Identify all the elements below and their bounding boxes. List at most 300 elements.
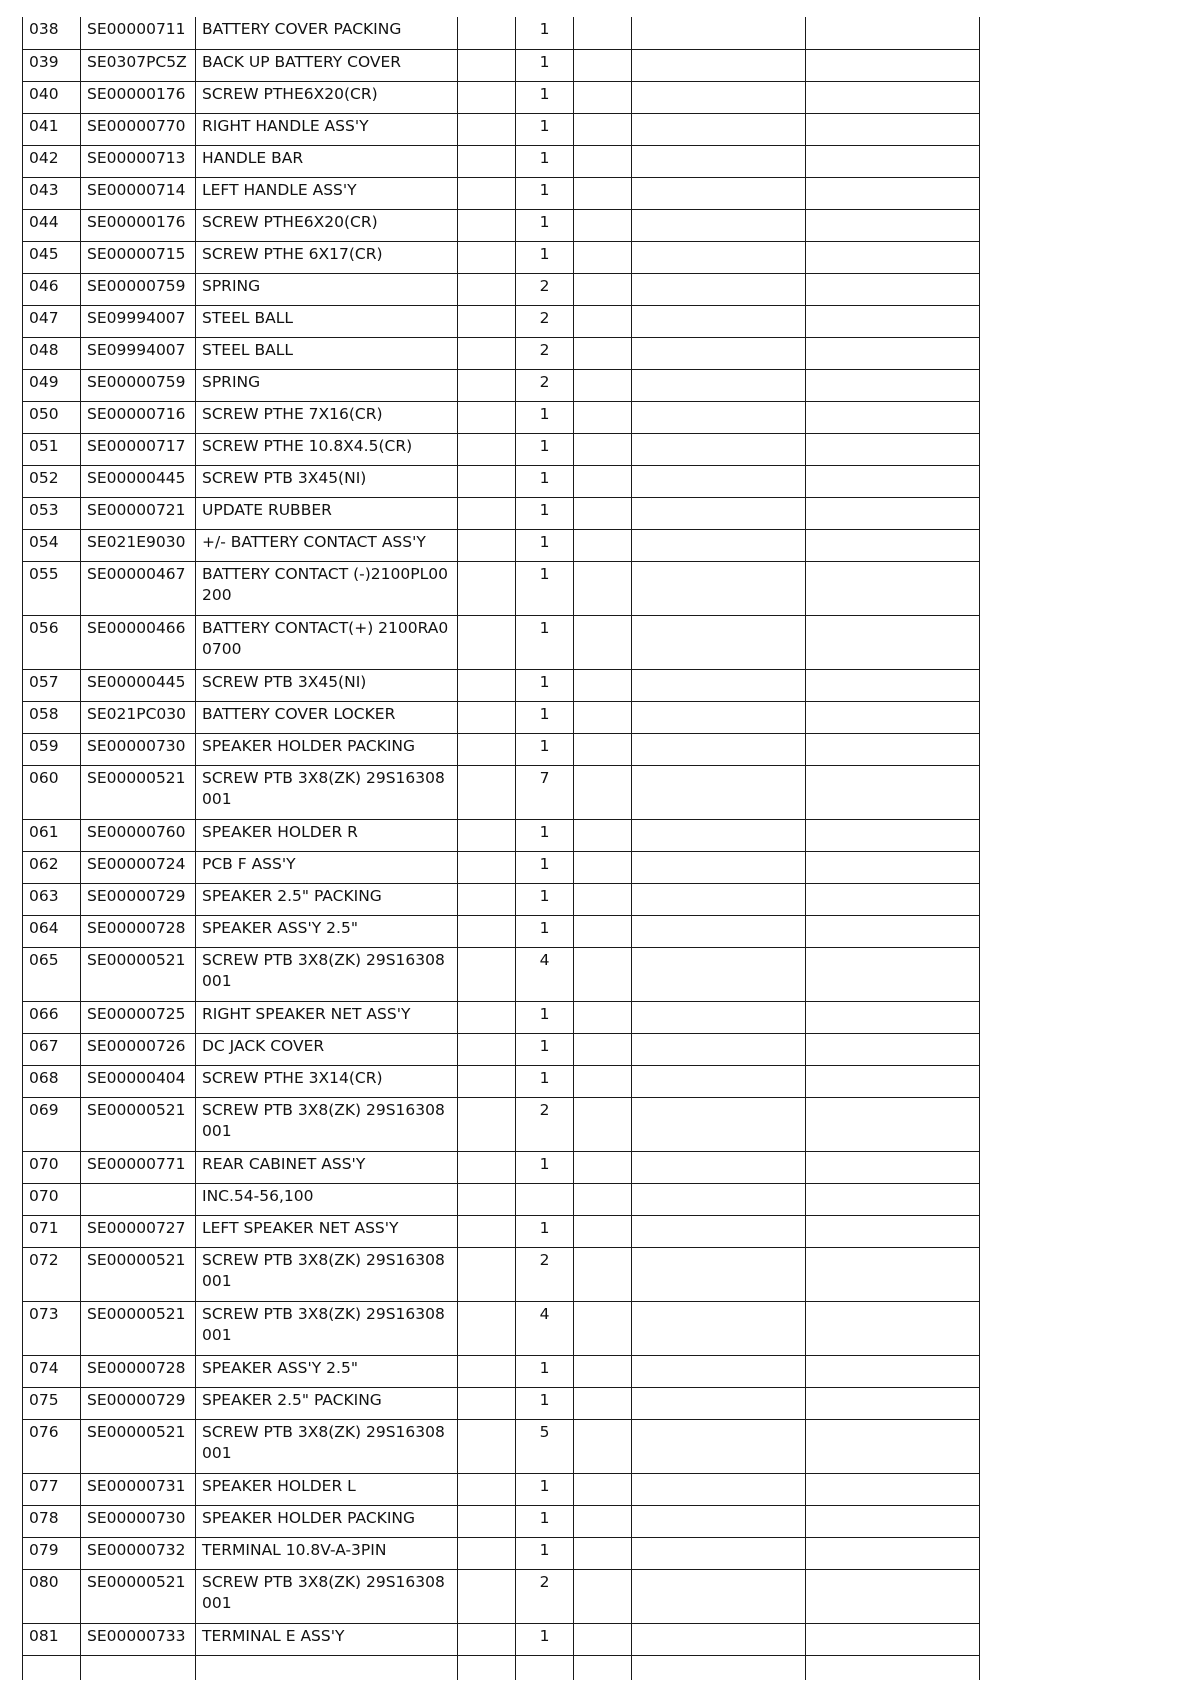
blank-cell: [632, 851, 806, 883]
blank-cell: [632, 883, 806, 915]
quantity-cell: 1: [516, 81, 574, 113]
blank-cell: [806, 433, 980, 465]
part-number-cell: SE00000404: [81, 1065, 196, 1097]
blank-cell: [458, 669, 516, 701]
table-row: [23, 1623, 980, 1655]
blank-cell: [632, 1097, 806, 1151]
blank-cell: [458, 615, 516, 669]
item-number-cell: 047: [23, 305, 81, 337]
quantity-cell: 1: [516, 1001, 574, 1033]
item-number-cell: 059: [23, 733, 81, 765]
blank-cell: [458, 1569, 516, 1623]
blank-cell: [632, 765, 806, 819]
item-number-cell: 052: [23, 465, 81, 497]
blank-cell: [574, 17, 632, 49]
blank-cell: [806, 1355, 980, 1387]
item-number-cell: 067: [23, 1033, 81, 1065]
table-row: [23, 113, 980, 145]
part-number-cell: SE00000731: [81, 1473, 196, 1505]
item-number-cell: 048: [23, 337, 81, 369]
blank-cell: [516, 1655, 574, 1680]
table-row: [23, 17, 980, 49]
blank-cell: [458, 561, 516, 615]
part-number-cell: SE00000726: [81, 1033, 196, 1065]
blank-cell: [806, 765, 980, 819]
item-number-cell: 063: [23, 883, 81, 915]
description-cell: INC.54-56,100: [196, 1183, 458, 1215]
blank-cell: [458, 733, 516, 765]
item-number-cell: 066: [23, 1001, 81, 1033]
item-number-cell: 078: [23, 1505, 81, 1537]
blank-cell: [806, 1655, 980, 1680]
blank-cell: [806, 465, 980, 497]
quantity-cell: 1: [516, 177, 574, 209]
blank-cell: [458, 177, 516, 209]
blank-cell: [574, 1387, 632, 1419]
description-cell: RIGHT SPEAKER NET ASS'Y: [196, 1001, 458, 1033]
quantity-cell: 1: [516, 1151, 574, 1183]
blank-cell: [806, 883, 980, 915]
blank-cell: [806, 1001, 980, 1033]
item-number-cell: 081: [23, 1623, 81, 1655]
blank-cell: [632, 669, 806, 701]
description-cell: UPDATE RUBBER: [196, 497, 458, 529]
blank-cell: [574, 947, 632, 1001]
blank-cell: [632, 337, 806, 369]
blank-cell: [632, 1419, 806, 1473]
table-row: [23, 369, 980, 401]
quantity-cell: 2: [516, 273, 574, 305]
part-number-cell: SE00000714: [81, 177, 196, 209]
quantity-cell: 2: [516, 337, 574, 369]
blank-cell: [632, 1537, 806, 1569]
part-number-cell: SE00000728: [81, 915, 196, 947]
blank-cell: [458, 851, 516, 883]
table-row: [23, 1505, 980, 1537]
blank-cell: [806, 49, 980, 81]
blank-cell: [458, 1151, 516, 1183]
table-row: [23, 1387, 980, 1419]
item-number-cell: 044: [23, 209, 81, 241]
description-cell: LEFT SPEAKER NET ASS'Y: [196, 1215, 458, 1247]
blank-cell: [632, 819, 806, 851]
item-number-cell: 039: [23, 49, 81, 81]
item-number-cell: 054: [23, 529, 81, 561]
blank-cell: [458, 1183, 516, 1215]
table-row-cutoff: [23, 1655, 980, 1680]
table-row: [23, 81, 980, 113]
blank-cell: [574, 49, 632, 81]
table-row: [23, 819, 980, 851]
table-row: [23, 1001, 980, 1033]
blank-cell: [574, 1065, 632, 1097]
blank-cell: [458, 1215, 516, 1247]
blank-cell: [806, 497, 980, 529]
table-row: [23, 1473, 980, 1505]
blank-cell: [458, 433, 516, 465]
part-number-cell: SE021E9030: [81, 529, 196, 561]
part-number-cell: SE00000733: [81, 1623, 196, 1655]
blank-cell: [806, 1505, 980, 1537]
blank-cell: [806, 1215, 980, 1247]
quantity-cell: 1: [516, 1033, 574, 1065]
blank-cell: [632, 1623, 806, 1655]
blank-cell: [632, 17, 806, 49]
blank-cell: [632, 1065, 806, 1097]
description-cell: BACK UP BATTERY COVER: [196, 49, 458, 81]
blank-cell: [574, 1537, 632, 1569]
blank-cell: [806, 209, 980, 241]
description-cell: TERMINAL E ASS'Y: [196, 1623, 458, 1655]
table-row: [23, 947, 980, 1001]
quantity-cell: 2: [516, 1247, 574, 1301]
blank-cell: [574, 733, 632, 765]
description-cell: SCREW PTHE 10.8X4.5(CR): [196, 433, 458, 465]
blank-cell: [458, 209, 516, 241]
quantity-cell: 1: [516, 851, 574, 883]
blank-cell: [458, 1623, 516, 1655]
quantity-cell: 1: [516, 241, 574, 273]
quantity-cell: 1: [516, 915, 574, 947]
quantity-cell: 1: [516, 529, 574, 561]
blank-cell: [574, 1183, 632, 1215]
description-cell: SCREW PTB 3X8(ZK) 29S16308001: [196, 947, 458, 1001]
blank-cell: [458, 1033, 516, 1065]
table-row: [23, 273, 980, 305]
blank-cell: [806, 241, 980, 273]
blank-cell: [574, 1215, 632, 1247]
blank-cell: [574, 209, 632, 241]
blank-cell: [458, 915, 516, 947]
part-number-cell: SE00000176: [81, 209, 196, 241]
item-number-cell: 045: [23, 241, 81, 273]
blank-cell: [574, 1097, 632, 1151]
part-number-cell: SE00000467: [81, 561, 196, 615]
quantity-cell: 1: [516, 819, 574, 851]
item-number-cell: 051: [23, 433, 81, 465]
part-number-cell: SE00000176: [81, 81, 196, 113]
blank-cell: [806, 529, 980, 561]
quantity-cell: 7: [516, 765, 574, 819]
blank-cell: [574, 113, 632, 145]
blank-cell: [806, 1537, 980, 1569]
description-cell: SPRING: [196, 369, 458, 401]
part-number-cell: SE00000729: [81, 1387, 196, 1419]
blank-cell: [574, 819, 632, 851]
table-row: [23, 49, 980, 81]
blank-cell: [574, 701, 632, 733]
blank-cell: [574, 1623, 632, 1655]
table-row: [23, 765, 980, 819]
blank-cell: [458, 273, 516, 305]
description-cell: BATTERY CONTACT(+) 2100RA00700: [196, 615, 458, 669]
description-cell: LEFT HANDLE ASS'Y: [196, 177, 458, 209]
table-row: [23, 733, 980, 765]
table-row: [23, 1537, 980, 1569]
blank-cell: [632, 915, 806, 947]
part-number-cell: SE00000771: [81, 1151, 196, 1183]
blank-cell: [574, 241, 632, 273]
table-row: [23, 851, 980, 883]
table-row: [23, 1151, 980, 1183]
description-cell: SCREW PTB 3X8(ZK) 29S16308001: [196, 1301, 458, 1355]
parts-list-body: [23, 17, 980, 1680]
blank-cell: [458, 1419, 516, 1473]
blank-cell: [81, 1655, 196, 1680]
quantity-cell: 1: [516, 1215, 574, 1247]
blank-cell: [806, 915, 980, 947]
table-row: [23, 1065, 980, 1097]
table-row: [23, 241, 980, 273]
blank-cell: [632, 81, 806, 113]
part-number-cell: SE00000521: [81, 1419, 196, 1473]
quantity-cell: 1: [516, 1387, 574, 1419]
item-number-cell: 060: [23, 765, 81, 819]
item-number-cell: 053: [23, 497, 81, 529]
blank-cell: [574, 369, 632, 401]
description-cell: SCREW PTB 3X8(ZK) 29S16308001: [196, 1569, 458, 1623]
blank-cell: [574, 1569, 632, 1623]
blank-cell: [458, 947, 516, 1001]
item-number-cell: 058: [23, 701, 81, 733]
table-row: [23, 145, 980, 177]
blank-cell: [458, 465, 516, 497]
item-number-cell: 061: [23, 819, 81, 851]
blank-cell: [574, 1473, 632, 1505]
parts-list-table: [22, 17, 980, 1680]
part-number-cell: SE00000713: [81, 145, 196, 177]
blank-cell: [806, 113, 980, 145]
blank-cell: [806, 819, 980, 851]
blank-cell: [632, 1301, 806, 1355]
table-row: [23, 915, 980, 947]
blank-cell: [806, 1247, 980, 1301]
item-number-cell: 080: [23, 1569, 81, 1623]
blank-cell: [632, 305, 806, 337]
part-number-cell: SE0307PC5Z: [81, 49, 196, 81]
quantity-cell: 2: [516, 305, 574, 337]
blank-cell: [806, 733, 980, 765]
item-number-cell: 043: [23, 177, 81, 209]
blank-cell: [574, 529, 632, 561]
table-row: [23, 883, 980, 915]
blank-cell: [458, 1655, 516, 1680]
part-number-cell: SE021PC030: [81, 701, 196, 733]
blank-cell: [458, 81, 516, 113]
blank-cell: [632, 177, 806, 209]
blank-cell: [632, 465, 806, 497]
blank-cell: [632, 113, 806, 145]
quantity-cell: 1: [516, 1537, 574, 1569]
quantity-cell: 1: [516, 1473, 574, 1505]
blank-cell: [574, 851, 632, 883]
part-number-cell: SE00000521: [81, 1247, 196, 1301]
blank-cell: [574, 915, 632, 947]
item-number-cell: 040: [23, 81, 81, 113]
table-row: [23, 1183, 980, 1215]
blank-cell: [632, 433, 806, 465]
blank-cell: [574, 1301, 632, 1355]
item-number-cell: 056: [23, 615, 81, 669]
quantity-cell: 1: [516, 1065, 574, 1097]
quantity-cell: 2: [516, 1097, 574, 1151]
blank-cell: [806, 337, 980, 369]
description-cell: PCB F ASS'Y: [196, 851, 458, 883]
item-number-cell: 041: [23, 113, 81, 145]
blank-cell: [806, 669, 980, 701]
part-number-cell: SE00000521: [81, 1301, 196, 1355]
blank-cell: [574, 1419, 632, 1473]
blank-cell: [632, 615, 806, 669]
blank-cell: [806, 615, 980, 669]
part-number-cell: SE00000521: [81, 765, 196, 819]
description-cell: SCREW PTHE6X20(CR): [196, 81, 458, 113]
quantity-cell: 1: [516, 433, 574, 465]
blank-cell: [632, 1473, 806, 1505]
blank-cell: [458, 1065, 516, 1097]
description-cell: STEEL BALL: [196, 337, 458, 369]
blank-cell: [806, 81, 980, 113]
table-row: [23, 1301, 980, 1355]
blank-cell: [458, 1301, 516, 1355]
blank-cell: [574, 1151, 632, 1183]
part-number-cell: SE00000445: [81, 465, 196, 497]
blank-cell: [458, 241, 516, 273]
part-number-cell: SE00000728: [81, 1355, 196, 1387]
blank-cell: [458, 1387, 516, 1419]
blank-cell: [806, 369, 980, 401]
description-cell: SCREW PTB 3X45(NI): [196, 669, 458, 701]
blank-cell: [574, 145, 632, 177]
quantity-cell: 1: [516, 615, 574, 669]
item-number-cell: 064: [23, 915, 81, 947]
blank-cell: [574, 305, 632, 337]
description-cell: SCREW PTB 3X8(ZK) 29S16308001: [196, 1419, 458, 1473]
blank-cell: [806, 561, 980, 615]
blank-cell: [458, 765, 516, 819]
quantity-cell: 1: [516, 1623, 574, 1655]
blank-cell: [632, 733, 806, 765]
item-number-cell: 055: [23, 561, 81, 615]
description-cell: DC JACK COVER: [196, 1033, 458, 1065]
blank-cell: [574, 1505, 632, 1537]
quantity-cell: 4: [516, 1301, 574, 1355]
quantity-cell: [516, 1183, 574, 1215]
description-cell: SPEAKER 2.5" PACKING: [196, 883, 458, 915]
description-cell: SPEAKER HOLDER PACKING: [196, 733, 458, 765]
item-number-cell: 050: [23, 401, 81, 433]
description-cell: STEEL BALL: [196, 305, 458, 337]
description-cell: +/- BATTERY CONTACT ASS'Y: [196, 529, 458, 561]
blank-cell: [458, 1537, 516, 1569]
blank-cell: [458, 1355, 516, 1387]
blank-cell: [458, 883, 516, 915]
item-number-cell: 069: [23, 1097, 81, 1151]
quantity-cell: 1: [516, 1505, 574, 1537]
quantity-cell: 1: [516, 561, 574, 615]
item-number-cell: 077: [23, 1473, 81, 1505]
blank-cell: [632, 1355, 806, 1387]
blank-cell: [632, 1033, 806, 1065]
description-cell: SCREW PTB 3X8(ZK) 29S16308001: [196, 1097, 458, 1151]
blank-cell: [458, 1097, 516, 1151]
quantity-cell: 1: [516, 113, 574, 145]
part-number-cell: SE09994007: [81, 305, 196, 337]
blank-cell: [458, 49, 516, 81]
blank-cell: [806, 1183, 980, 1215]
blank-cell: [574, 1247, 632, 1301]
blank-cell: [458, 401, 516, 433]
table-row: [23, 529, 980, 561]
part-number-cell: SE00000717: [81, 433, 196, 465]
blank-cell: [574, 465, 632, 497]
table-row: [23, 615, 980, 669]
blank-cell: [806, 1569, 980, 1623]
part-number-cell: SE00000466: [81, 615, 196, 669]
blank-cell: [458, 701, 516, 733]
quantity-cell: 1: [516, 669, 574, 701]
blank-cell: [806, 1151, 980, 1183]
blank-cell: [632, 369, 806, 401]
description-cell: SPEAKER ASS'Y 2.5": [196, 1355, 458, 1387]
blank-cell: [632, 1655, 806, 1680]
blank-cell: [574, 1001, 632, 1033]
part-number-cell: SE00000711: [81, 17, 196, 49]
description-cell: SCREW PTHE 7X16(CR): [196, 401, 458, 433]
part-number-cell: SE00000521: [81, 1569, 196, 1623]
blank-cell: [806, 851, 980, 883]
description-cell: REAR CABINET ASS'Y: [196, 1151, 458, 1183]
description-cell: SCREW PTB 3X45(NI): [196, 465, 458, 497]
item-number-cell: 076: [23, 1419, 81, 1473]
blank-cell: [632, 1151, 806, 1183]
quantity-cell: 1: [516, 497, 574, 529]
blank-cell: [632, 241, 806, 273]
table-row: [23, 1033, 980, 1065]
item-number-cell: 049: [23, 369, 81, 401]
description-cell: SCREW PTHE6X20(CR): [196, 209, 458, 241]
part-number-cell: SE00000521: [81, 947, 196, 1001]
blank-cell: [574, 81, 632, 113]
blank-cell: [632, 273, 806, 305]
quantity-cell: 1: [516, 17, 574, 49]
blank-cell: [806, 17, 980, 49]
blank-cell: [806, 1097, 980, 1151]
part-number-cell: SE00000445: [81, 669, 196, 701]
table-row: [23, 1097, 980, 1151]
table-row: [23, 465, 980, 497]
blank-cell: [23, 1655, 81, 1680]
part-number-cell: SE00000730: [81, 733, 196, 765]
quantity-cell: 5: [516, 1419, 574, 1473]
quantity-cell: 1: [516, 1355, 574, 1387]
blank-cell: [806, 177, 980, 209]
description-cell: BATTERY CONTACT (-)2100PL00200: [196, 561, 458, 615]
blank-cell: [574, 765, 632, 819]
blank-cell: [632, 701, 806, 733]
blank-cell: [632, 1247, 806, 1301]
part-number-cell: SE00000521: [81, 1097, 196, 1151]
blank-cell: [574, 433, 632, 465]
quantity-cell: 2: [516, 1569, 574, 1623]
table-row: [23, 433, 980, 465]
description-cell: SPEAKER HOLDER R: [196, 819, 458, 851]
blank-cell: [574, 883, 632, 915]
description-cell: SCREW PTHE 6X17(CR): [196, 241, 458, 273]
blank-cell: [632, 1505, 806, 1537]
table-row: [23, 701, 980, 733]
blank-cell: [632, 529, 806, 561]
